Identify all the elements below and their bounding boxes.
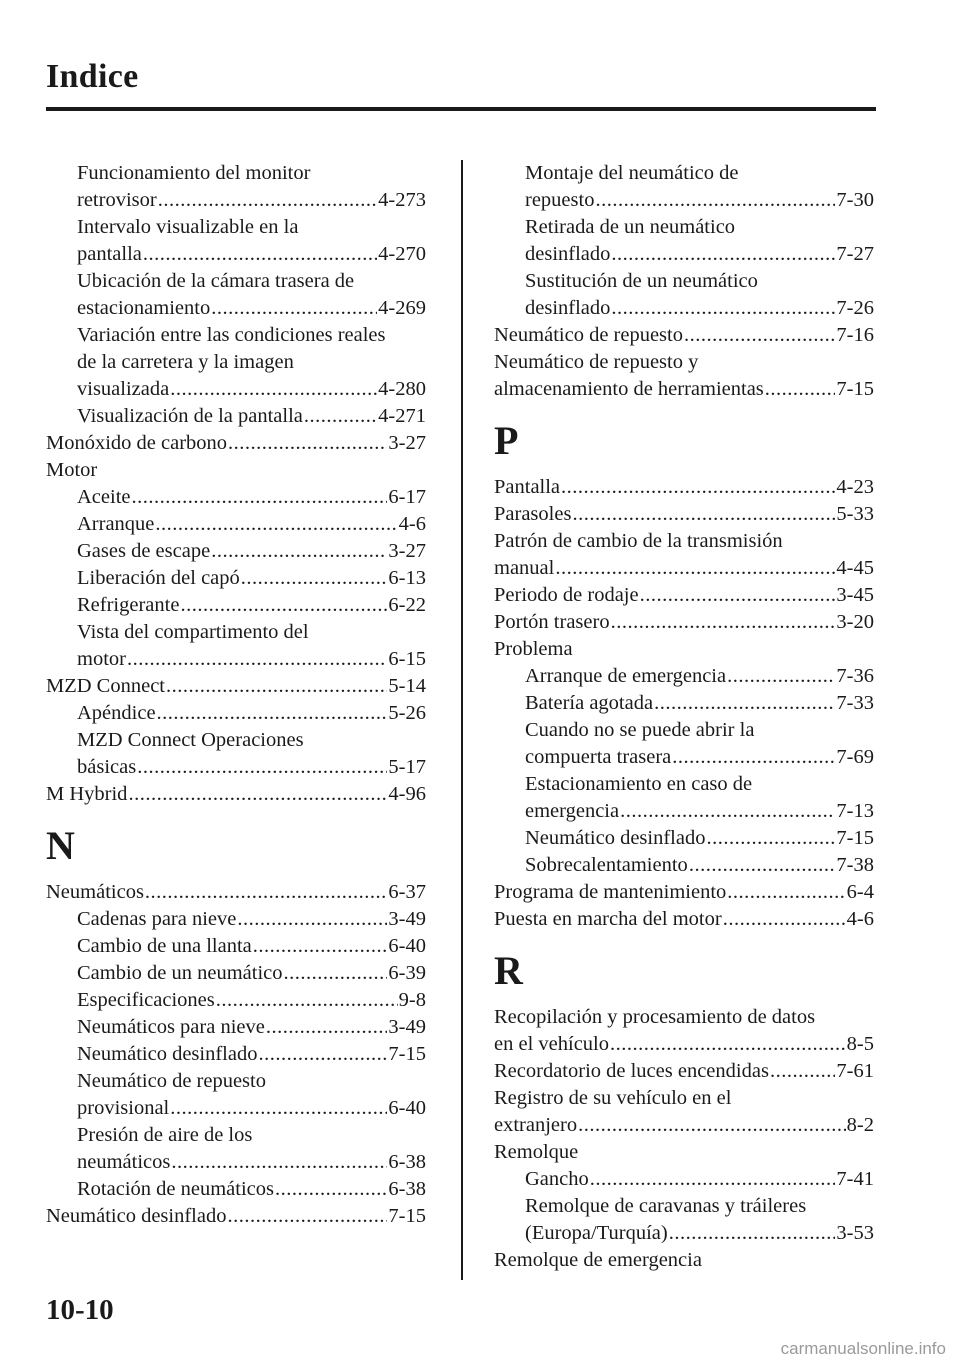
entry-text: compuerta trasera (525, 746, 672, 768)
index-subentry (46, 1149, 426, 1176)
entry-text: Remolque de caravanas y tráileres (525, 1195, 807, 1217)
entry-text: Motor (46, 459, 98, 481)
page-reference: 7-38 (836, 854, 874, 876)
page-reference: 9-8 (398, 989, 426, 1011)
index-entry (494, 501, 874, 528)
entry-text: Neumático de repuesto (494, 324, 683, 346)
entry-text: Recopilación y procesamiento de datos (494, 1006, 816, 1028)
index-entry (494, 1112, 874, 1139)
index-subentry (46, 727, 426, 754)
entry-text: Gancho (525, 1168, 589, 1190)
entry-text: Variación entre las condiciones reales (77, 324, 386, 346)
index-subentry (46, 933, 426, 960)
index-subentry (46, 349, 426, 376)
index-entry (46, 457, 426, 484)
entry-text: desinflado (525, 243, 611, 265)
entry-text: repuesto (525, 189, 595, 211)
entry-text: Recordatorio de luces encendidas (494, 1060, 769, 1082)
entry-text: Parasoles (494, 503, 572, 525)
entry-text: Intervalo visualizable en la (77, 216, 299, 238)
dot-leader (654, 690, 835, 717)
entry-text: Neumático de repuesto (77, 1070, 266, 1092)
page-reference: 5-17 (388, 756, 426, 778)
index-subentry (46, 268, 426, 295)
index-entry (494, 349, 874, 376)
index-entry (494, 609, 874, 636)
entry-text: Vista del compartimento del (77, 621, 309, 643)
entry-text: Neumáticos (46, 881, 144, 903)
entry-text: de la carretera y la imagen (77, 351, 294, 373)
page-reference: 5-14 (388, 675, 426, 697)
index-subentry (46, 906, 426, 933)
entry-text: Pantalla (494, 476, 561, 498)
dot-leader (765, 376, 836, 403)
dot-leader (170, 1095, 387, 1122)
dot-leader (166, 673, 387, 700)
page-reference: 6-40 (388, 1097, 426, 1119)
index-subentry (46, 241, 426, 268)
dot-leader (595, 187, 835, 214)
dot-leader (669, 1220, 836, 1247)
dot-leader (128, 781, 387, 808)
index-subentry (494, 1193, 874, 1220)
entry-text: estacionamiento (77, 297, 211, 319)
index-subentry (494, 160, 874, 187)
page-reference: 3-53 (836, 1222, 874, 1244)
dot-leader (211, 538, 387, 565)
dot-leader (127, 646, 387, 673)
entry-text: Batería agotada (525, 692, 654, 714)
dot-leader (770, 1058, 835, 1085)
page-reference: 7-15 (388, 1043, 426, 1065)
section-letter-heading: P (494, 418, 519, 463)
page-reference: 4-23 (836, 476, 874, 498)
page-reference: 6-39 (388, 962, 426, 984)
page-reference: 7-26 (836, 297, 874, 319)
page-reference: 4-269 (378, 297, 426, 319)
page-reference: 3-27 (388, 432, 426, 454)
index-subentry (46, 187, 426, 214)
dot-leader (237, 906, 387, 933)
entry-text: desinflado (525, 297, 611, 319)
dot-leader (727, 879, 845, 906)
page-reference: 6-22 (388, 594, 426, 616)
entry-text: Refrigerante (77, 594, 180, 616)
dot-leader (689, 852, 836, 879)
entry-text: Visualización de la pantalla (77, 405, 303, 427)
entry-text: emergencia (525, 800, 620, 822)
dot-leader (611, 295, 835, 322)
page-reference: 8-2 (846, 1114, 874, 1136)
entry-text: Estacionamiento en caso de (525, 773, 753, 795)
entry-text: Neumático desinflado (46, 1205, 227, 1227)
index-column-left (46, 160, 426, 1230)
index-subentry (46, 1176, 426, 1203)
page-reference: 6-13 (388, 567, 426, 589)
page-reference: 7-69 (836, 746, 874, 768)
page-reference: 7-13 (836, 800, 874, 822)
entry-text: Apéndice (77, 702, 156, 724)
page-reference: 7-30 (836, 189, 874, 211)
dot-leader (275, 1176, 387, 1203)
page-reference: 4-273 (378, 189, 426, 211)
dot-leader (211, 295, 377, 322)
page-reference: 7-15 (836, 378, 874, 400)
index-subentry (494, 852, 874, 879)
entry-text: Aceite (77, 486, 131, 508)
entry-text: Rotación de neumáticos (77, 1178, 274, 1200)
dot-leader (143, 241, 377, 268)
index-entry (494, 1085, 874, 1112)
index-subentry (494, 187, 874, 214)
index-entry (494, 582, 874, 609)
section-letter-heading: R (494, 948, 523, 993)
page-reference: 6-17 (388, 486, 426, 508)
index-subentry (46, 376, 426, 403)
index-subentry (46, 1014, 426, 1041)
dot-leader (611, 609, 836, 636)
page-reference: 6-15 (388, 648, 426, 670)
index-subentry (46, 511, 426, 538)
index-subentry (46, 592, 426, 619)
dot-leader (137, 754, 387, 781)
entry-text: Patrón de cambio de la transmisión (494, 530, 783, 552)
index-entry (494, 636, 874, 663)
entry-text: Cambio de un neumático (77, 962, 283, 984)
spacer (46, 870, 426, 879)
entry-text: Remolque de emergencia (494, 1249, 702, 1271)
index-entry (46, 673, 426, 700)
index-entry (46, 781, 426, 808)
entry-text: almacenamiento de herramientas (494, 378, 764, 400)
index-subentry (494, 268, 874, 295)
entry-text: pantalla (77, 243, 142, 265)
page-reference: 3-45 (836, 584, 874, 606)
dot-leader (158, 187, 377, 214)
page-reference: 4-6 (398, 513, 426, 535)
page-reference: 4-45 (836, 557, 874, 579)
index-entry (46, 1203, 426, 1230)
index-subentry (46, 700, 426, 727)
page-reference: 4-280 (378, 378, 426, 400)
index-subentry (46, 960, 426, 987)
entry-text: Cadenas para nieve (77, 908, 237, 930)
index-subentry (46, 214, 426, 241)
entry-text: en el vehículo (494, 1033, 609, 1055)
entry-text: Especificaciones (77, 989, 215, 1011)
entry-text: Registro de su vehículo en el (494, 1087, 732, 1109)
page-reference: 7-61 (836, 1060, 874, 1082)
dot-leader (304, 403, 377, 430)
spacer (494, 995, 874, 1004)
entry-text: Retirada de un neumático (525, 216, 736, 238)
entry-text: Funcionamiento del monitor (77, 162, 311, 184)
index-subentry (46, 754, 426, 781)
page-reference: 4-6 (846, 908, 874, 930)
dot-leader (620, 798, 835, 825)
entry-text: Periodo de rodaje (494, 584, 639, 606)
index-subentry (46, 565, 426, 592)
entry-text: retrovisor (77, 189, 157, 211)
page-reference: 8-5 (846, 1033, 874, 1055)
index-entry (494, 1058, 874, 1085)
index-subentry (494, 825, 874, 852)
index-entry (494, 1004, 874, 1031)
dot-leader (610, 1031, 846, 1058)
dot-leader (253, 933, 388, 960)
entry-text: Programa de mantenimiento (494, 881, 727, 903)
dot-leader (157, 700, 388, 727)
dot-leader (132, 484, 388, 511)
entry-text: Sobrecalentamiento (525, 854, 688, 876)
dot-leader (170, 376, 377, 403)
dot-leader (241, 565, 388, 592)
page-reference: 6-4 (846, 881, 874, 903)
index-entry (494, 879, 874, 906)
index-entry (494, 1247, 874, 1274)
index-subentry (46, 160, 426, 187)
dot-leader (572, 501, 835, 528)
index-entry (494, 376, 874, 403)
dot-leader (228, 430, 387, 457)
dot-leader (171, 1149, 387, 1176)
page-reference: 4-96 (388, 783, 426, 805)
entry-text: Gases de escape (77, 540, 211, 562)
entry-text: Sustitución de un neumático (525, 270, 758, 292)
page-reference: 3-20 (836, 611, 874, 633)
column-divider (461, 160, 463, 1280)
entry-text: Problema (494, 638, 573, 660)
index-subentry (46, 1068, 426, 1095)
dot-leader (284, 960, 388, 987)
index-entry (494, 555, 874, 582)
page-title: Indice (46, 58, 139, 95)
index-subentry (494, 690, 874, 717)
entry-text: Portón trasero (494, 611, 610, 633)
page-reference: 7-16 (836, 324, 874, 346)
entry-text: MZD Connect Operaciones (77, 729, 304, 751)
page-reference: 3-49 (388, 908, 426, 930)
index-subentry (46, 987, 426, 1014)
entry-text: M Hybrid (46, 783, 128, 805)
index-entry (46, 430, 426, 457)
watermark: carmanualsonline.info (780, 1339, 946, 1358)
index-subentry (46, 484, 426, 511)
entry-text: provisional (77, 1097, 170, 1119)
dot-leader (590, 1166, 836, 1193)
dot-leader (578, 1112, 846, 1139)
index-subentry (46, 619, 426, 646)
entry-text: motor (77, 648, 126, 670)
index-entry (46, 879, 426, 906)
dot-leader (555, 555, 835, 582)
index-subentry (494, 241, 874, 268)
index-subentry (46, 1095, 426, 1122)
entry-text: básicas (77, 756, 137, 778)
entry-text: Ubicación de la cámara trasera de (77, 270, 355, 292)
entry-text: MZD Connect (46, 675, 165, 697)
page-reference: 7-15 (836, 827, 874, 849)
dot-leader (727, 663, 835, 690)
entry-text: Neumáticos para nieve (77, 1016, 265, 1038)
index-entry (494, 474, 874, 501)
entry-text: Presión de aire de los (77, 1124, 253, 1146)
dot-leader (180, 592, 387, 619)
dot-leader (684, 322, 835, 349)
dot-leader (266, 1014, 388, 1041)
dot-leader (145, 879, 388, 906)
title-rule (46, 107, 876, 111)
dot-leader (561, 474, 835, 501)
index-subentry (494, 771, 874, 798)
spacer (494, 465, 874, 474)
entry-text: Arranque de emergencia (525, 665, 727, 687)
page-reference: 6-37 (388, 881, 426, 903)
page-reference: 3-49 (388, 1016, 426, 1038)
entry-text: Liberación del capó (77, 567, 240, 589)
index-subentry (494, 1166, 874, 1193)
dot-leader (227, 1203, 387, 1230)
entry-text: Neumático de repuesto y (494, 351, 699, 373)
index-entry (494, 1139, 874, 1166)
index-subentry (46, 646, 426, 673)
index-entry (494, 1031, 874, 1058)
index-subentry (494, 663, 874, 690)
page-reference: 7-36 (836, 665, 874, 687)
index-entry (494, 906, 874, 933)
entry-text: Puesta en marcha del motor (494, 908, 722, 930)
page-reference: 6-40 (388, 935, 426, 957)
page-reference: 4-271 (378, 405, 426, 427)
dot-leader (706, 825, 835, 852)
index-subentry (46, 1122, 426, 1149)
entry-text: (Europa/Turquía) (525, 1222, 668, 1244)
page-reference: 5-26 (388, 702, 426, 724)
page-reference: 6-38 (388, 1178, 426, 1200)
dot-leader (611, 241, 835, 268)
page-reference: 7-15 (388, 1205, 426, 1227)
entry-text: Neumático desinflado (77, 1043, 258, 1065)
entry-text: Arranque (77, 513, 155, 535)
dot-leader (216, 987, 398, 1014)
dot-leader (155, 511, 397, 538)
index-subentry (494, 1220, 874, 1247)
page-reference: 6-38 (388, 1151, 426, 1173)
page-reference: 7-41 (836, 1168, 874, 1190)
index-subentry (494, 744, 874, 771)
index-subentry (494, 717, 874, 744)
index-subentry (46, 538, 426, 565)
page-reference: 7-27 (836, 243, 874, 265)
index-subentry (46, 295, 426, 322)
entry-text: Cambio de una llanta (77, 935, 252, 957)
index-column-right (494, 160, 874, 1274)
page-reference: 5-33 (836, 503, 874, 525)
entry-text: Remolque (494, 1141, 579, 1163)
page-reference: 4-270 (378, 243, 426, 265)
index-subentry (46, 1041, 426, 1068)
page-number: 10-10 (46, 1294, 114, 1326)
index-subentry (494, 295, 874, 322)
index-subentry (46, 403, 426, 430)
dot-leader (672, 744, 835, 771)
index-entry (494, 528, 874, 555)
page-reference: 3-27 (388, 540, 426, 562)
index-subentry (494, 214, 874, 241)
entry-text: neumáticos (77, 1151, 171, 1173)
entry-text: manual (494, 557, 555, 579)
entry-text: extranjero (494, 1114, 578, 1136)
dot-leader (723, 906, 846, 933)
dot-leader (640, 582, 836, 609)
entry-text: Neumático desinflado (525, 827, 706, 849)
index-subentry (46, 322, 426, 349)
entry-text: Monóxido de carbono (46, 432, 228, 454)
dot-leader (258, 1041, 387, 1068)
index-subentry (494, 798, 874, 825)
page-reference: 7-33 (836, 692, 874, 714)
entry-text: Cuando no se puede abrir la (525, 719, 755, 741)
section-letter-heading: N (46, 823, 75, 868)
entry-text: visualizada (77, 378, 170, 400)
index-entry (494, 322, 874, 349)
entry-text: Montaje del neumático de (525, 162, 739, 184)
